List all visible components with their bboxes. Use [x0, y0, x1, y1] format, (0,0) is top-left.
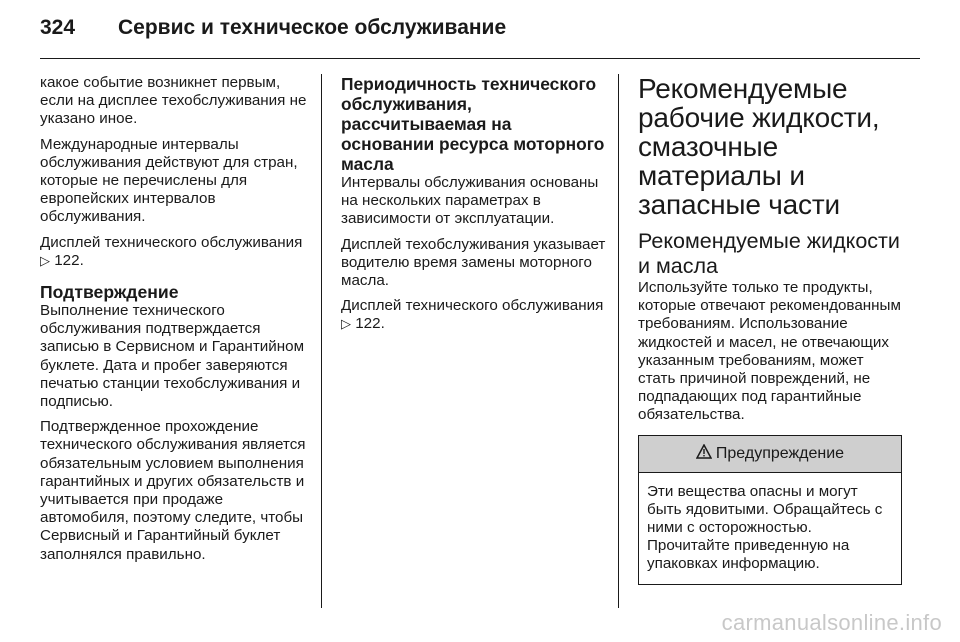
page-number: 324 [40, 16, 76, 39]
header-rule [40, 58, 920, 59]
paragraph: Дисплей техобслуживания указывает водителю время замены моторного масла. [341, 235, 606, 290]
ref-text: Дисплей технического обслуживания [341, 297, 604, 315]
column-divider-1 [321, 74, 322, 608]
subsection-heading: Рекомендуемые жидкости и масла [638, 229, 900, 278]
paragraph: Международные интервалы обслуживания действуют для стран, которые не перечислены для европейских интервалов обслуживания. [40, 135, 298, 226]
page-ref-link[interactable]: 122. [54, 251, 84, 269]
section-heading-oil-interval: Периодичность технического обслуживания, рассчитываемая на основании ресурса моторного масла [341, 74, 605, 174]
warning-triangle-icon [696, 444, 712, 464]
column-left [40, 74, 308, 571]
paragraph: Выполнение технического обслуживания подтверждается записью в Сервисном и Гарантийном буклете. Дата и пробег заверяются печатью станции техобслуживания и подписью. [40, 302, 305, 411]
paragraph: Подтвержденное прохождение технического обслуживания является обязательным условием выполнения гарантийных и других обязательств и учитывается при продаже автомобиля, поэтому следите, чтобы Сервисный и Гарантийный буклет заполнялся правильно. [40, 418, 306, 563]
arrow-right-icon: ▷ [40, 252, 50, 268]
paragraph-with-ref [40, 234, 308, 270]
warning-body [639, 473, 901, 584]
warning-header [639, 436, 901, 473]
arrow-right-icon: ▷ [341, 316, 351, 332]
warning-box [638, 435, 902, 585]
watermark-text: carmanualsonline.info [721, 610, 942, 635]
ref-text: Дисплей технического обслуживания [40, 233, 303, 251]
page-title: Сервис и техническое обслуживание [118, 16, 507, 39]
chapter-heading: Рекомендуемые рабочие жидкости, смазочные материалы и запасные части [638, 73, 880, 220]
column-right [638, 74, 902, 585]
column-divider-2 [618, 74, 619, 608]
warning-text: Эти вещества опасны и могут быть ядовитыми. Обращайтесь с ними с осторожностью. Прочитайте приведенную на упаковках информацию. [647, 482, 883, 573]
paragraph: какое событие возникнет первым, если на дисплее техобслуживания не указано иное. [40, 74, 307, 128]
column-middle [341, 74, 609, 341]
page-header [40, 16, 506, 48]
paragraph-with-ref [341, 297, 609, 333]
paragraph: Интервалы обслуживания основаны на нескольких параметрах в зависимости от эксплуатации. [341, 174, 599, 228]
section-heading-confirmation: Подтверждение [40, 282, 179, 303]
paragraph: Используйте только те продукты, которые отвечают рекомендованным требованиям. Использование жидкостей и масел, не отвечающих указанным требованиям, может стать причиной повреждений, не подпадающих под гарантийные обязательства. [638, 279, 901, 424]
page-ref-link[interactable]: 122. [355, 315, 385, 333]
warning-title: Предупреждение [715, 444, 845, 462]
